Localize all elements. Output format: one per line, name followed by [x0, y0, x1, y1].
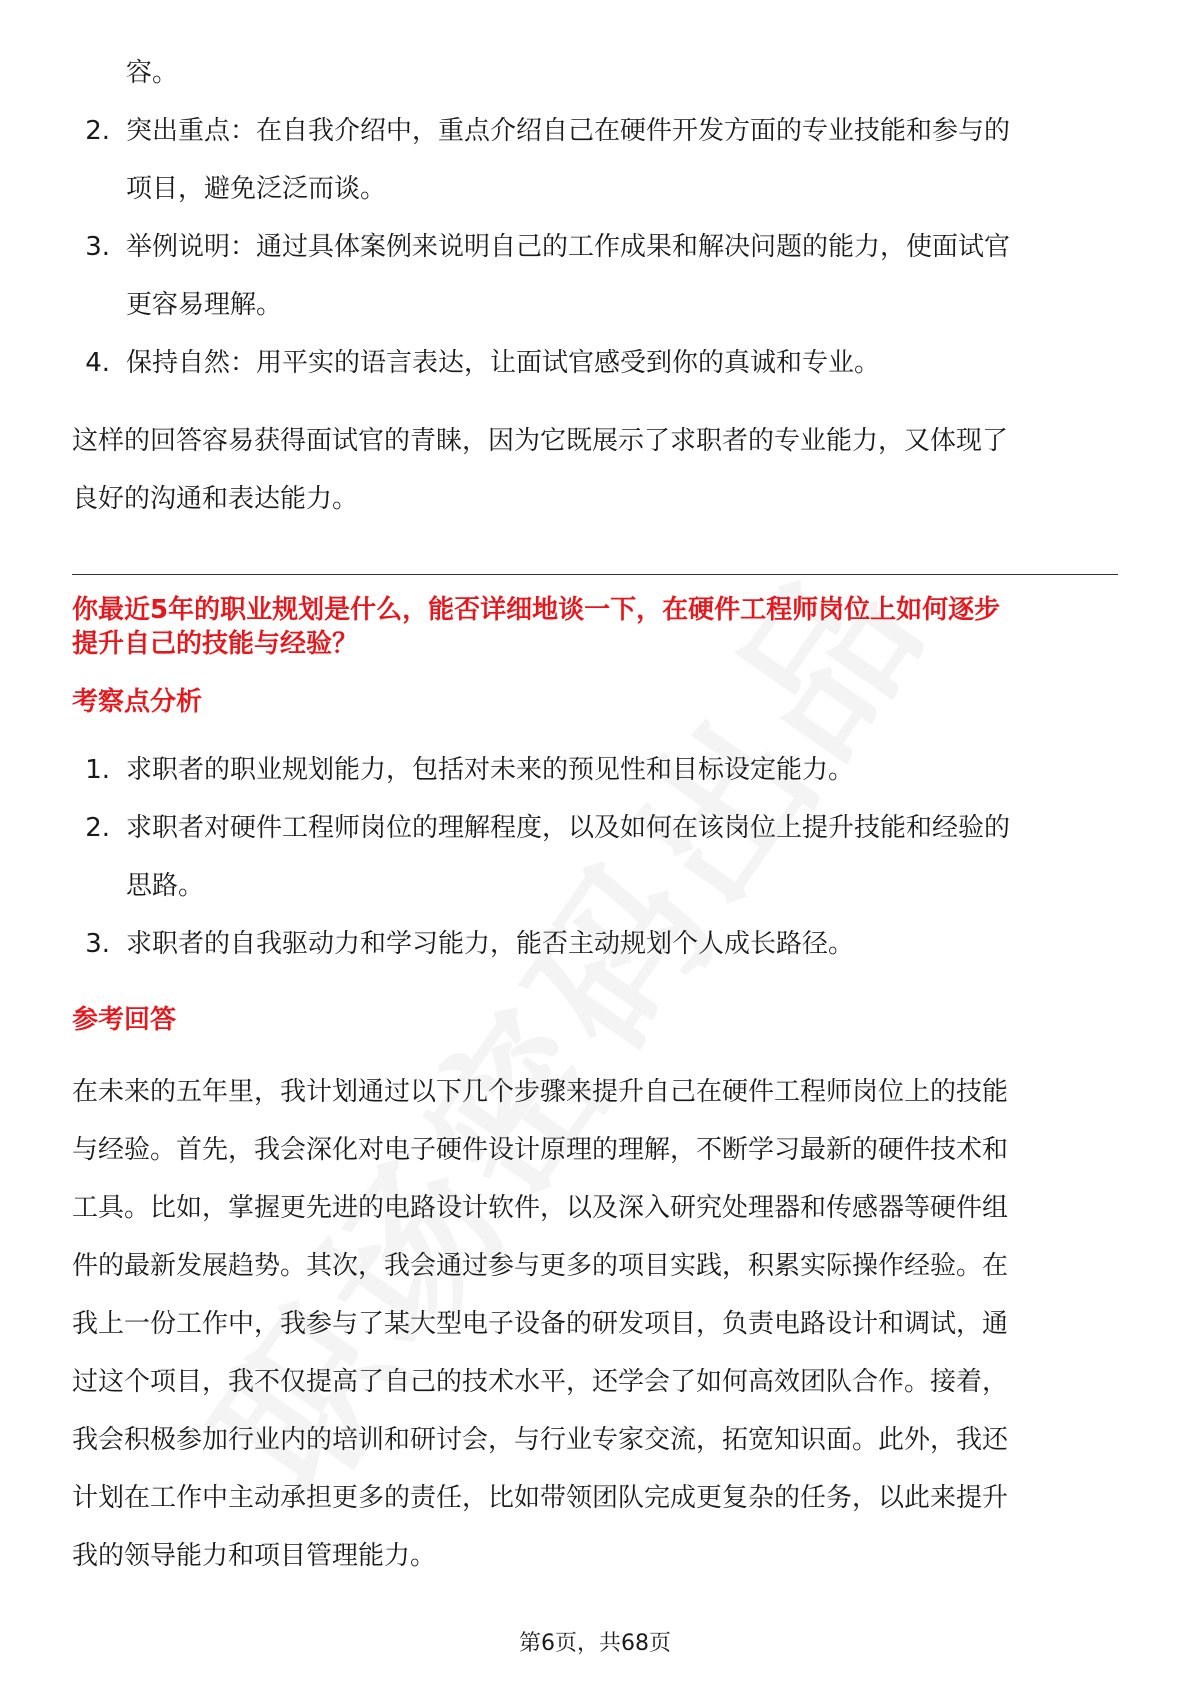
- list-number: 4.: [85, 348, 110, 378]
- list-text-continuation: 思路。: [126, 871, 205, 901]
- answer-line: 我会积极参加行业内的培训和研讨会，与行业专家交流，拓宽知识面。此外，我还: [72, 1425, 1009, 1455]
- list-item: [72, 102, 1118, 218]
- section-divider: [72, 574, 1118, 575]
- analysis-section: [72, 685, 1118, 973]
- list-text: 求职者的职业规划能力，包括对未来的预见性和目标设定能力。: [126, 755, 855, 785]
- list-text-continuation: 项目，避免泛泛而谈。: [126, 174, 387, 204]
- list-number: 2.: [85, 813, 110, 843]
- list-number: 3.: [85, 929, 110, 959]
- answer-section: [72, 1003, 1118, 1585]
- list-text: 保持自然：用平实的语言表达，让面试官感受到你的真诚和专业。: [126, 348, 881, 378]
- list-text-continuation: 更容易理解。: [126, 290, 283, 320]
- list-item: [72, 218, 1118, 334]
- answer-line: 件的最新发展趋势。其次，我会通过参与更多的项目实践，积累实际操作经验。在: [72, 1251, 1009, 1281]
- summary-line: 良好的沟通和表达能力。: [72, 484, 359, 514]
- answer-line: 我上一份工作中，我参与了某大型电子设备的研发项目，负责电路设计和调试，通: [72, 1309, 1009, 1339]
- list-item: [72, 741, 1118, 799]
- summary-paragraph: [72, 412, 1118, 528]
- answer-line: 与经验。首先，我会深化对电子硬件设计原理的理解，不断学习最新的硬件技术和: [72, 1135, 1009, 1165]
- list-item: [72, 799, 1118, 915]
- answer-line: 过这个项目，我不仅提高了自己的技术水平，还学会了如何高效团队合作。接着，: [72, 1367, 1009, 1397]
- list-text: 举例说明：通过具体案例来说明自己的工作成果和解决问题的能力，使面试官: [126, 232, 1011, 262]
- list-item: [72, 334, 1118, 392]
- answer-line: 工具。比如，掌握更先进的电路设计软件，以及深入研究处理器和传感器等硬件组: [72, 1193, 1009, 1223]
- summary-line: 这样的回答容易获得面试官的青睐，因为它既展示了求职者的专业能力，又体现了: [72, 426, 1009, 456]
- analysis-list: [72, 741, 1118, 973]
- answer-heading: 参考回答: [72, 1005, 177, 1035]
- list-number: 1.: [85, 755, 110, 785]
- list-item: [72, 915, 1118, 973]
- question-line: 你最近5年的职业规划是什么，能否详细地谈一下，在硬件工程师岗位上如何逐步: [72, 595, 1001, 625]
- list-number: 3.: [85, 232, 110, 262]
- answer-line: 我的领导能力和项目管理能力。: [72, 1541, 437, 1571]
- analysis-heading: 考察点分析: [72, 687, 203, 717]
- answer-line: 在未来的五年里，我计划通过以下几个步骤来提升自己在硬件工程师岗位上的技能: [72, 1077, 1009, 1107]
- question-heading: [72, 593, 1118, 661]
- list-number: 2.: [85, 116, 110, 146]
- answer-line: 计划在工作中主动承担更多的责任，比如带领团队完成更复杂的任务，以此来提升: [72, 1483, 1009, 1513]
- top-list: [72, 44, 1118, 392]
- page-content: [72, 44, 1118, 1585]
- answer-paragraph: [72, 1063, 1118, 1585]
- question-line: 提升自己的技能与经验？: [72, 629, 359, 659]
- list-text: 求职者的自我驱动力和学习能力，能否主动规划个人成长路径。: [126, 929, 855, 959]
- list-continuation: 容。: [126, 58, 179, 88]
- list-text: 突出重点：在自我介绍中，重点介绍自己在硬件开发方面的专业技能和参与的: [126, 116, 1011, 146]
- page-footer: 第6页，共68页: [519, 1631, 671, 1656]
- list-text: 求职者对硬件工程师岗位的理解程度，以及如何在该岗位上提升技能和经验的: [126, 813, 1011, 843]
